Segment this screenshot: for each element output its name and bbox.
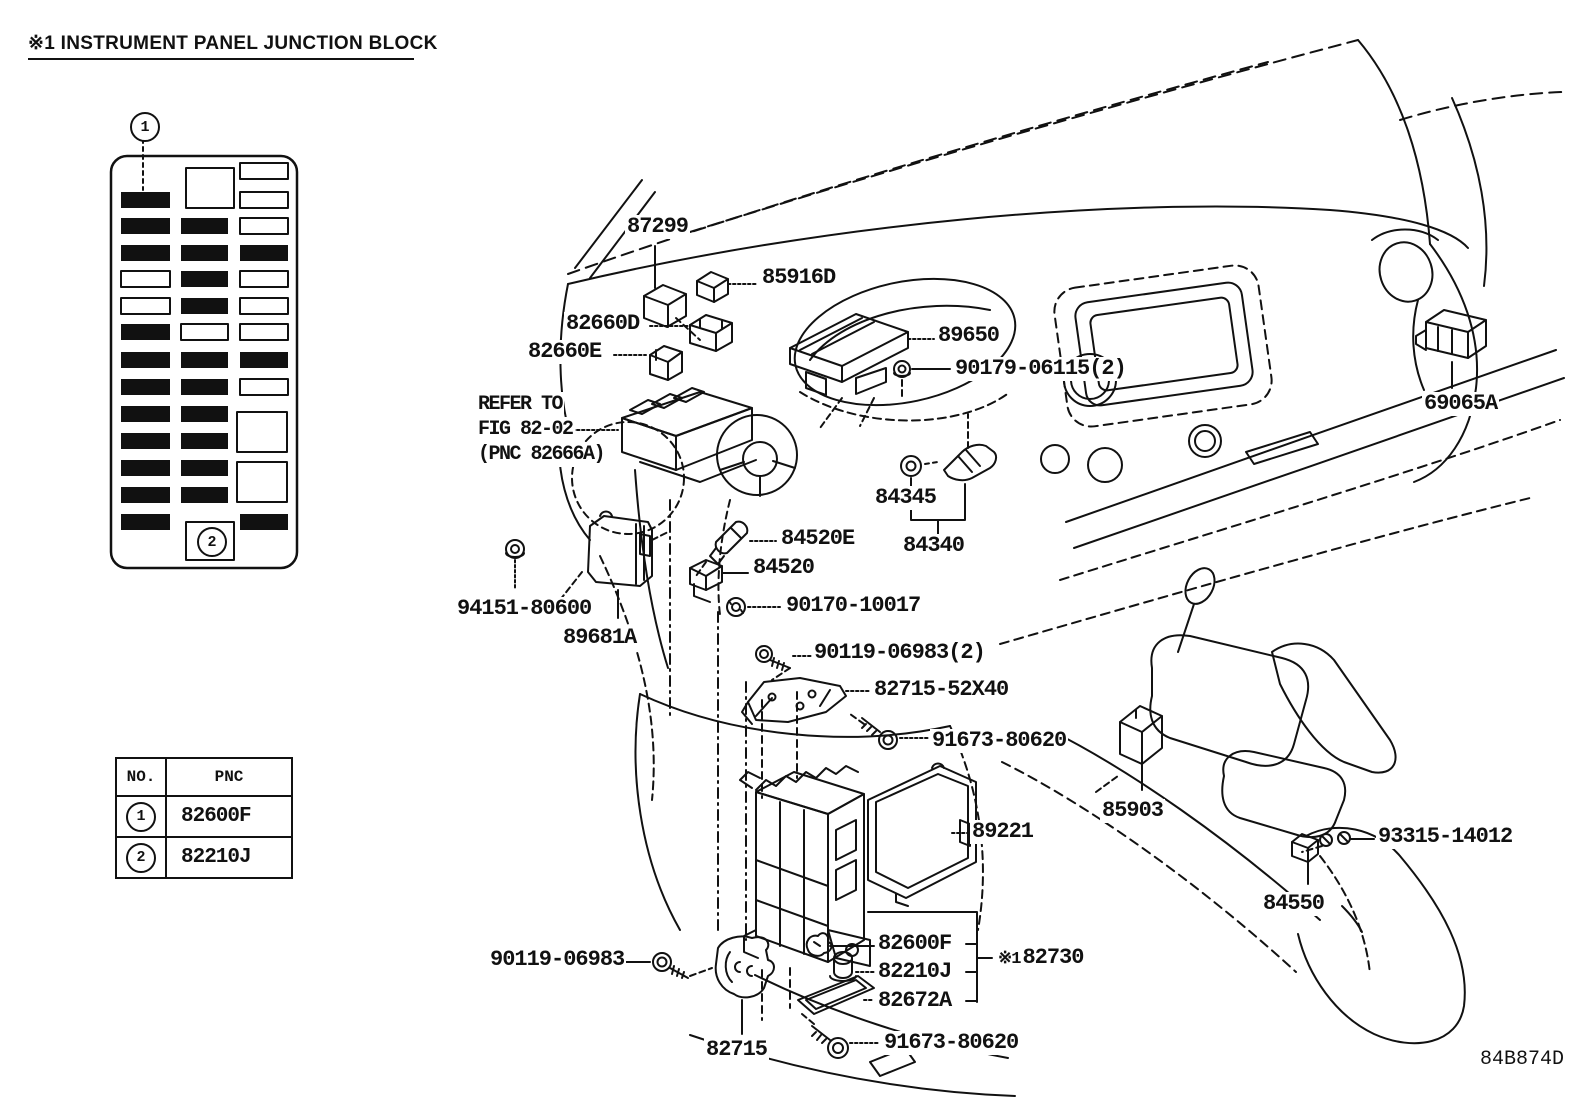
- junction-block-assembly-icon: [740, 766, 870, 966]
- callout-89221: 89221: [972, 819, 1034, 844]
- switch-84520E-icon: [710, 522, 747, 564]
- callout-82672A: 82672A: [878, 988, 952, 1013]
- callout-85916D: 85916D: [762, 265, 836, 290]
- legend-row1-circle: 1: [126, 802, 156, 832]
- dashboard-line-art: [559, 40, 1564, 1096]
- callout-82660E: 82660E: [528, 339, 602, 364]
- nut-90179-icon: [894, 361, 910, 377]
- callout-82730-note: ※1: [998, 950, 1021, 969]
- callout-91673-80620-b: 91673-80620: [884, 1030, 1019, 1055]
- callout-82730-number: 82730: [1022, 945, 1084, 970]
- callout-69065A: 69065A: [1424, 391, 1498, 416]
- callout-82715-52X40: 82715-52X40: [874, 677, 1009, 702]
- sensor-84340-icon: [944, 445, 996, 480]
- legend-table: [115, 757, 293, 879]
- screws-93315-icon: [1320, 832, 1350, 846]
- legend-row2-pnc: 82210J: [181, 846, 251, 869]
- module-89650-icon: [790, 314, 908, 395]
- callout-84520: 84520: [753, 555, 815, 580]
- bracket-84520-icon: [690, 560, 722, 602]
- callout-90179-06115: 90179-06115(2): [955, 356, 1126, 381]
- legend-header-pnc: PNC: [167, 759, 291, 797]
- title-underline: [28, 58, 414, 60]
- refer-note-line1: REFER TO: [478, 393, 563, 416]
- junction-block-82666A-icon: [622, 388, 756, 482]
- callout-84550: 84550: [1263, 891, 1325, 916]
- callout-90119-06983: 90119-06983: [490, 947, 625, 972]
- relay-85916D-icon: [697, 272, 728, 302]
- grommet-84345-icon: [901, 456, 938, 476]
- callout-93315-14012: 93315-14012: [1378, 824, 1513, 849]
- legend-row1-no: [117, 797, 167, 838]
- callout-82715: 82715: [706, 1037, 768, 1062]
- callout-91673-80620-a: 91673-80620: [932, 728, 1067, 753]
- bolt-90119-icon: [653, 953, 688, 978]
- bolt-91673b-icon: [812, 1026, 848, 1058]
- callout-82660D: 82660D: [566, 311, 640, 336]
- callout-82210J: 82210J: [878, 959, 952, 984]
- callout-84520E: 84520E: [781, 526, 855, 551]
- legend-row2-no: [117, 838, 167, 877]
- relay-82660E-icon: [650, 346, 682, 380]
- relay-87299-icon: [644, 285, 686, 327]
- cylinder-82210J-icon: [830, 952, 856, 981]
- callout-84345: 84345: [875, 485, 937, 510]
- callout-82600F: 82600F: [878, 931, 952, 956]
- fuse-callout-2: 2: [197, 527, 227, 557]
- tray-82672A-icon: [798, 976, 874, 1014]
- part-icons: [506, 272, 1486, 1058]
- refer-note-line2: FIG 82-02: [478, 418, 573, 441]
- fuse-callout-1: 1: [130, 112, 160, 142]
- legend-header-no: NO.: [117, 759, 167, 797]
- module-89221-icon: [868, 764, 976, 907]
- callout-90170-10017: 90170-10017: [786, 593, 921, 618]
- callout-89650: 89650: [938, 323, 1000, 348]
- callout-87299: 87299: [627, 214, 689, 239]
- callout-89681A: 89681A: [563, 625, 637, 650]
- relay-82660D-icon: [690, 315, 732, 351]
- bolt-91673a-icon: [862, 718, 897, 749]
- callout-94151-80600: 94151-80600: [457, 596, 592, 621]
- bolt-90119x2-icon: [756, 646, 790, 670]
- legend-row1-pnc: 82600F: [167, 797, 291, 838]
- fuse-panel-diagram: [111, 139, 297, 568]
- page-title: ※1 INSTRUMENT PANEL JUNCTION BLOCK: [28, 33, 438, 54]
- legend-row2-circle: 2: [126, 843, 156, 873]
- relay-85903-icon: [1120, 706, 1162, 764]
- bracket-82715-52X40-icon: [742, 678, 846, 724]
- callout-82730: [996, 946, 1085, 972]
- nut-94151-icon: [506, 540, 524, 558]
- nut-90170-icon: [727, 598, 745, 616]
- diagram-code: 84B874D: [1480, 1048, 1565, 1071]
- clip-84550-icon: [1292, 834, 1318, 862]
- callout-90119-06983x2: 90119-06983(2): [814, 640, 985, 665]
- callout-85903: 85903: [1102, 798, 1164, 823]
- refer-note-line3: (PNC 82666A): [478, 443, 605, 466]
- callout-84340: 84340: [903, 533, 965, 558]
